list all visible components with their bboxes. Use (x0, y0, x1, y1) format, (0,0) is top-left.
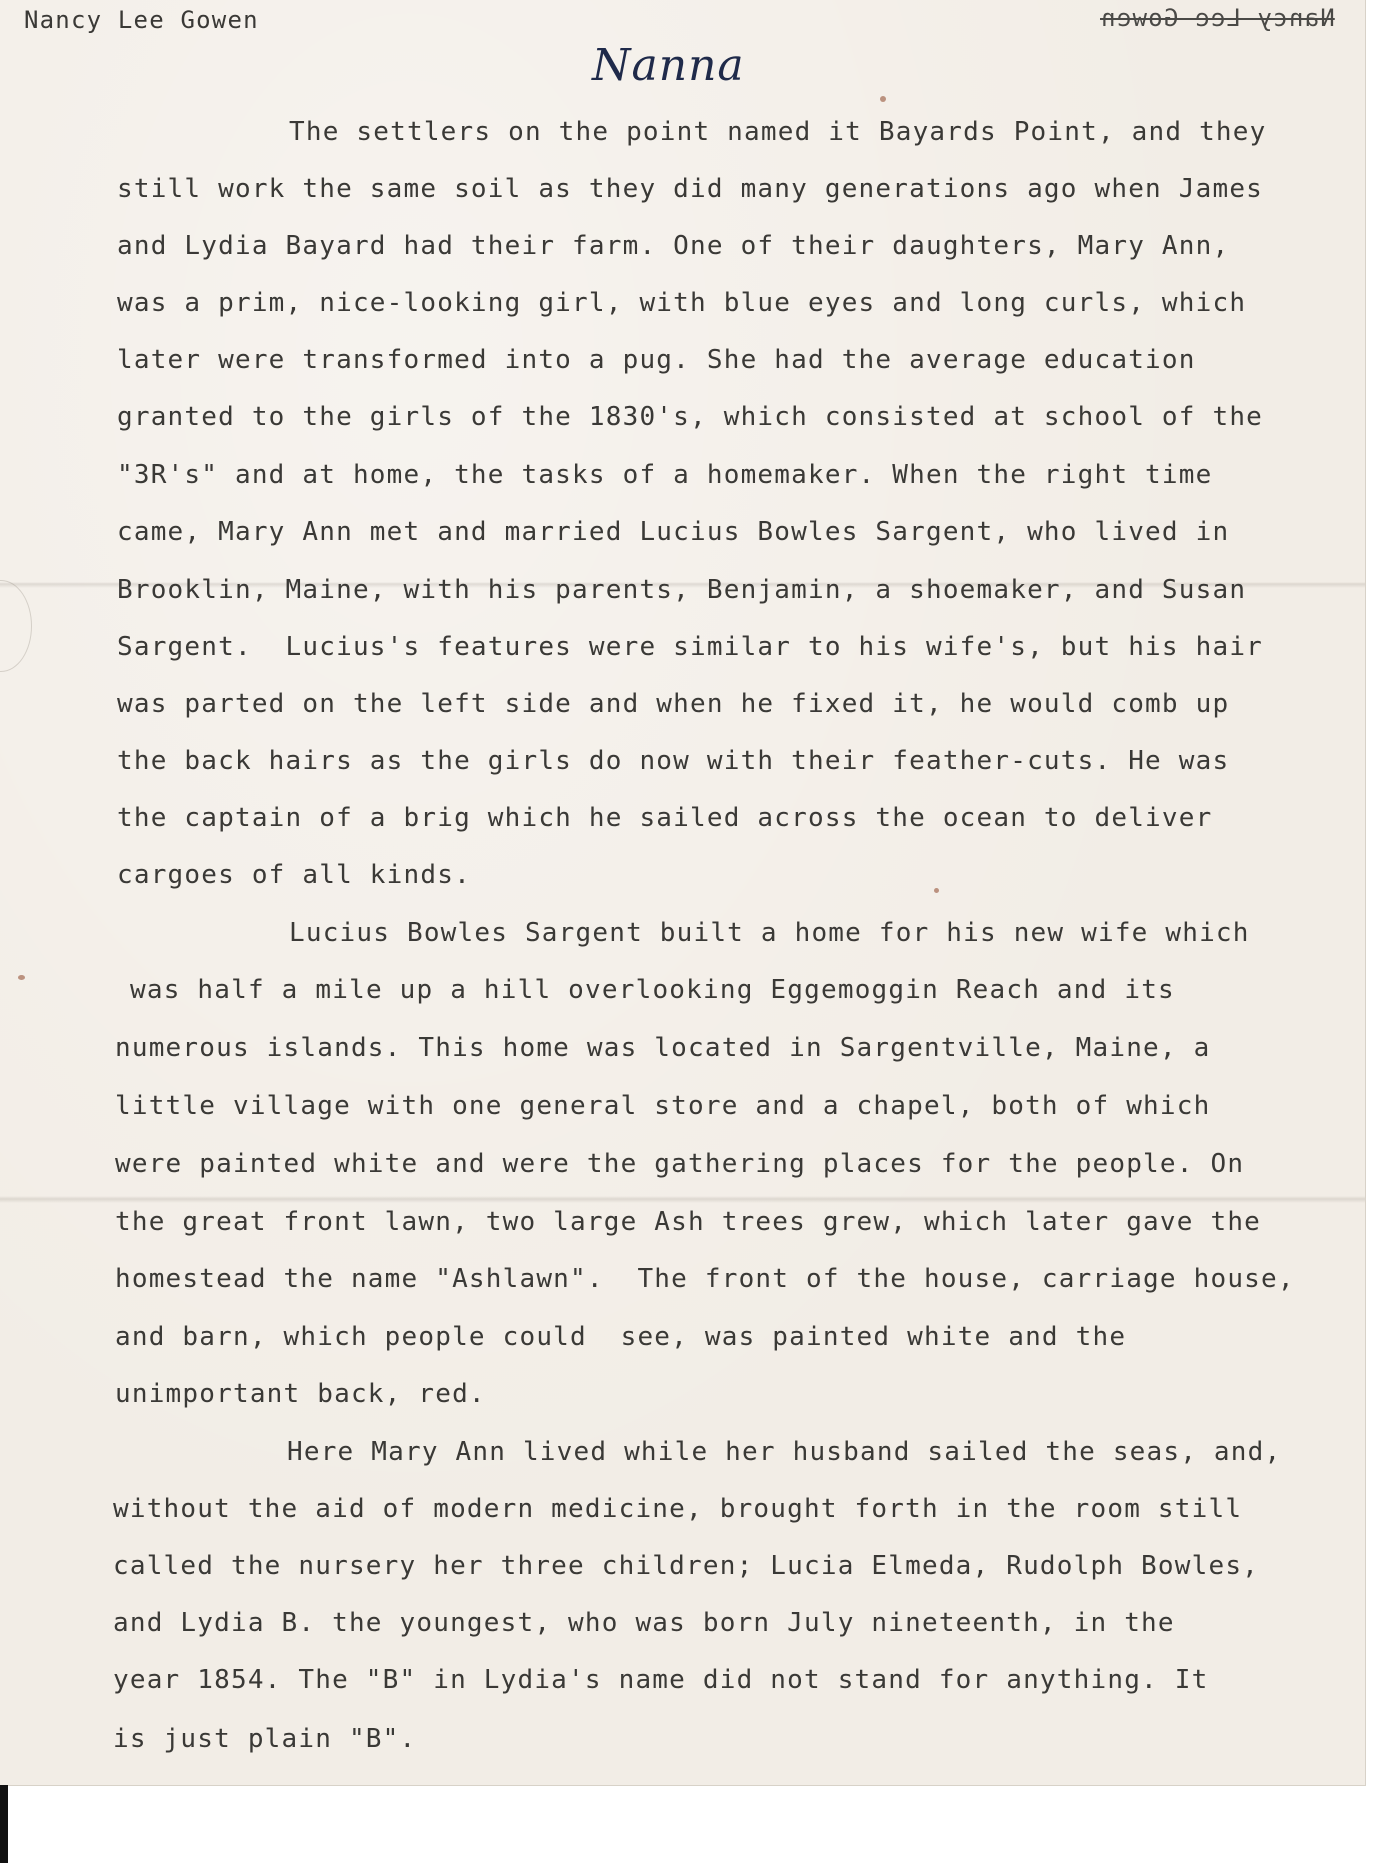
author-name: Nancy Lee Gowen (24, 6, 259, 34)
handwritten-title: Nanna (592, 40, 745, 91)
paragraph-1-line: granted to the girls of the 1830's, which consisted at school of the (117, 402, 1264, 432)
ink-speck (934, 888, 939, 893)
paragraph-1-line: The settlers on the point named it Bayards Point, and they (289, 117, 1267, 147)
paragraph-3-line: is just plain "B". (113, 1724, 417, 1754)
paragraph-1-line: still work the same soil as they did many generations ago when James (117, 174, 1264, 204)
paragraph-1-line: Sargent. Lucius's features were similar to his wife's, but his hair (117, 632, 1264, 662)
paragraph-1-line: the captain of a brig which he sailed across the ocean to deliver (117, 803, 1213, 833)
paragraph-2-line: Lucius Bowles Sargent built a home for his new wife which (289, 918, 1250, 948)
paragraph-2-line: was half a mile up a hill overlooking Eggemoggin Reach and its (130, 975, 1175, 1005)
paper-fold-mark (0, 580, 32, 672)
ink-speck (18, 975, 25, 980)
author-name-mirrored: Nancy Lee Gowen (1100, 4, 1335, 32)
scan-edge-shadow (0, 1785, 8, 1863)
paragraph-2-line: numerous islands. This home was located in Sargentville, Maine, a (115, 1033, 1211, 1063)
paragraph-1-line: was parted on the left side and when he fixed it, he would comb up (117, 689, 1230, 719)
paragraph-1-line: was a prim, nice-looking girl, with blue eyes and long curls, which (117, 288, 1247, 318)
paragraph-1-line: came, Mary Ann met and married Lucius Bowles Sargent, who lived in (117, 517, 1230, 547)
paragraph-1-line: and Lydia Bayard had their farm. One of their daughters, Mary Ann, (117, 231, 1230, 261)
paragraph-2-line: homestead the name "Ashlawn". The front of the house, carriage house, (115, 1264, 1295, 1294)
paragraph-2-line: were painted white and were the gathering places for the people. On (115, 1149, 1245, 1179)
paragraph-3-line: Here Mary Ann lived while her husband sailed the seas, and, (287, 1437, 1282, 1467)
paragraph-1-line: the back hairs as the girls do now with their feather-cuts. He was (117, 746, 1230, 776)
paragraph-2-line: and barn, which people could see, was painted white and the (115, 1322, 1127, 1352)
paragraph-1-line: cargoes of all kinds. (117, 860, 471, 890)
paragraph-1-line: later were transformed into a pug. She had the average education (117, 345, 1196, 375)
paragraph-2-line: unimportant back, red. (115, 1379, 486, 1409)
paragraph-3-line: and Lydia B. the youngest, who was born July nineteenth, in the (113, 1608, 1175, 1638)
paragraph-3-line: called the nursery her three children; Lucia Elmeda, Rudolph Bowles, (113, 1551, 1260, 1581)
paragraph-3-line: year 1854. The "B" in Lydia's name did not stand for anything. It (113, 1665, 1209, 1695)
paragraph-2-line: little village with one general store and a chapel, both of which (115, 1091, 1211, 1121)
paragraph-2-line: the great front lawn, two large Ash trees grew, which later gave the (115, 1207, 1262, 1237)
ink-speck (880, 96, 886, 102)
paragraph-1-line: Brooklin, Maine, with his parents, Benjamin, a shoemaker, and Susan (117, 575, 1247, 605)
paragraph-1-line: "3R's" and at home, the tasks of a homemaker. When the right time (117, 460, 1213, 490)
paragraph-3-line: without the aid of modern medicine, brought forth in the room still (113, 1494, 1243, 1524)
